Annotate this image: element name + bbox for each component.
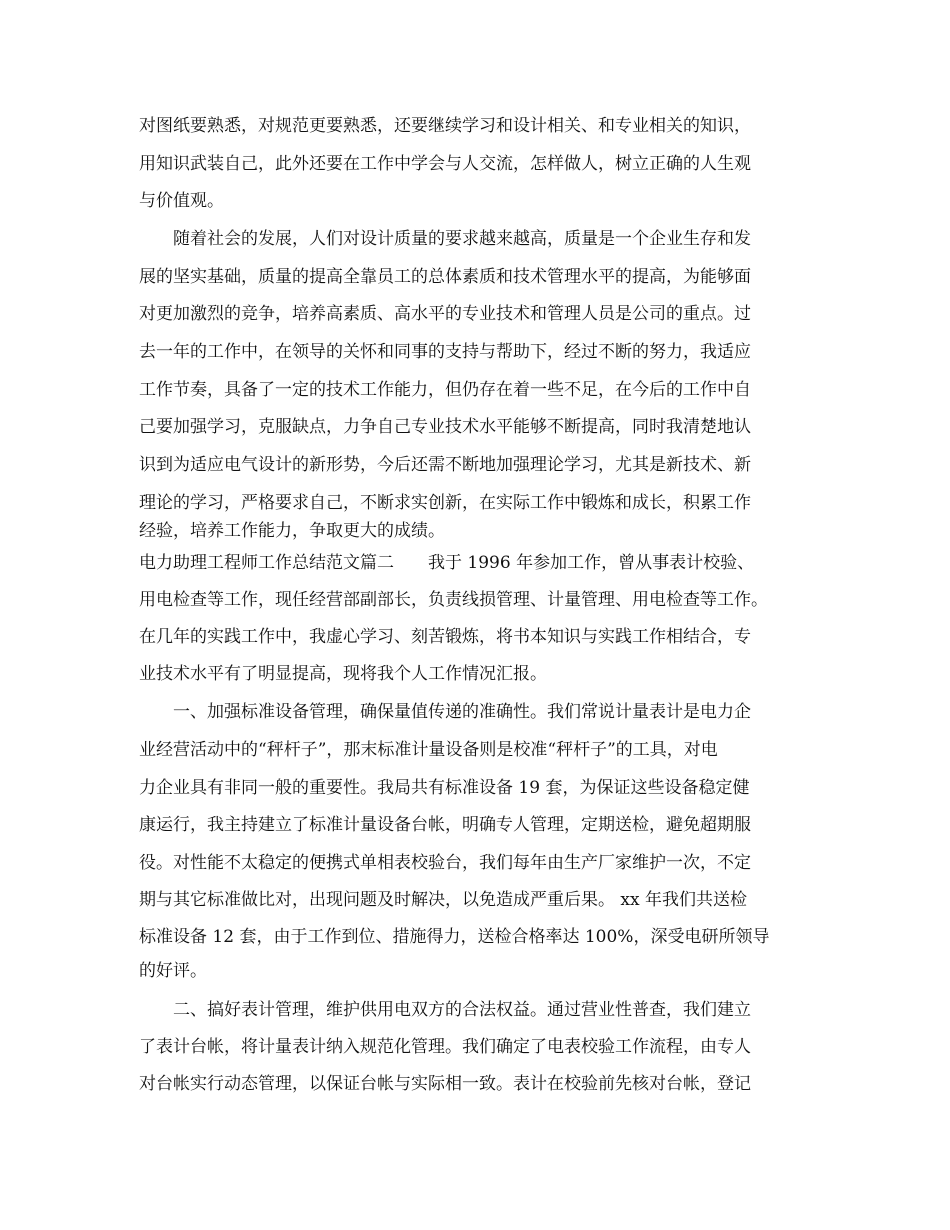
paragraph-first-line: 随着社会的发展，人们对设计质量的要求越来越高，质量是一个企业生存和发: [173, 229, 751, 249]
text-line: 对台帐实行动态管理，以保证台帐与实际相一致。表计在校验前先核对台帐，登记: [139, 1074, 751, 1094]
text-line: 业经营活动中的“秤杆子”，那末标准计量设备则是校准“秤杆子”的工具，对电: [139, 740, 718, 760]
text-line: 经验，培养工作能力，争取更大的成绩。: [139, 521, 445, 541]
text-line: 去一年的工作中，在领导的关怀和同事的支持与帮助下，经过不断的努力，我适应: [139, 342, 751, 362]
text-line: 力企业具有非同一般的重要性。我局共有标准设备 19 套，为保证这些设备稳定健: [139, 778, 750, 798]
paragraph-first-line: 一、加强标准设备管理，确保量值传递的准确性。我们常说计量表计是电力企: [173, 702, 751, 722]
text-line: 理论的学习，严格要求自己，不断求实创新，在实际工作中锻炼和成长，积累工作: [139, 493, 751, 513]
text-line: 工作节奏，具备了一定的技术工作能力，但仍存在着一些不足，在今后的工作中自: [139, 380, 751, 400]
text-line: 与价值观。: [139, 191, 224, 211]
text-line: 期与其它标准做比对，出现问题及时解决，以免造成严重后果。 xx 年我们共送检: [139, 890, 747, 910]
text-line: 业技术水平有了明显提高，现将我个人工作情况汇报。: [139, 664, 547, 684]
text-line: 识到为适应电气设计的新形势，今后还需不断地加强理论学习，尤其是新技术、新: [139, 455, 751, 475]
text-line: 用电检查等工作，现任经营部副部长，负责线损管理、计量管理、用电检查等工作。: [139, 590, 768, 610]
paragraph-first-line: 二、搞好表计管理，维护供用电双方的合法权益。通过营业性普查，我们建立: [173, 1000, 751, 1020]
text-line: 对图纸要熟悉，对规范更要熟悉，还要继续学习和设计相关、和专业相关的知识，: [139, 116, 751, 136]
text-line: 了表计台帐，将计量表计纳入规范化管理。我们确定了电表校验工作流程，由专人: [139, 1037, 751, 1057]
text-line: 在几年的实践工作中，我虚心学习、刻苦锻炼，将书本知识与实践工作相结合，专: [139, 627, 751, 647]
text-line: 对更加激烈的竞争，培养高素质、高水平的专业技术和管理人员是公司的重点。过: [139, 304, 751, 324]
text-line: 的好评。: [139, 961, 207, 981]
text-line: 用知识武装自己，此外还要在工作中学会与人交流，怎样做人，树立正确的人生观: [139, 154, 751, 174]
text-line: 标准设备 12 套，由于工作到位、措施得力，送检合格率达 100%，深受电研所领导: [139, 927, 770, 947]
text-line: 役。对性能不太稳定的便携式单相表校验台，我们每年由生产厂家维护一次，不定: [139, 853, 751, 873]
section-heading-line: 电力助理工程师工作总结范文篇二 我于 1996 年参加工作，曾从事表计校验、: [139, 553, 755, 573]
text-line: 展的坚实基础，质量的提高全靠员工的总体素质和技术管理水平的提高，为能够面: [139, 267, 751, 287]
text-line: 康运行，我主持建立了标准计量设备台帐，明确专人管理，定期送检，避免超期服: [139, 815, 751, 835]
text-line: 己要加强学习，克服缺点，力争自己专业技术水平能够不断提高，同时我清楚地认: [139, 417, 751, 437]
